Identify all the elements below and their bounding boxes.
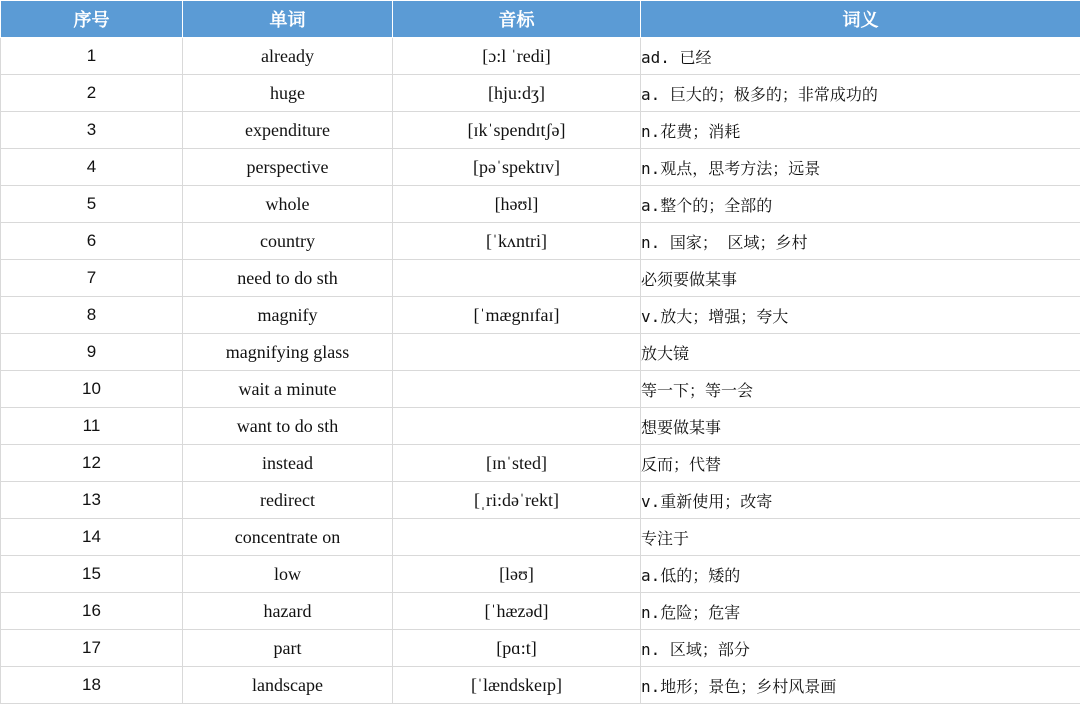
row-number: 4 — [1, 149, 183, 186]
table-row — [1, 371, 1080, 408]
row-phonetic: [ɔ:l ˈredi] — [393, 38, 641, 75]
row-number: 8 — [1, 297, 183, 334]
row-phonetic: [ˈmægnɪfaɪ] — [393, 297, 641, 334]
row-number: 18 — [1, 667, 183, 704]
row-meaning: a.低的；矮的 — [641, 556, 1080, 593]
row-number: 1 — [1, 38, 183, 75]
row-word: hazard — [183, 593, 393, 630]
row-meaning: 专注于 — [641, 519, 1080, 556]
row-number: 2 — [1, 75, 183, 112]
row-meaning: n. 区域；部分 — [641, 630, 1080, 667]
row-meaning: 放大镜 — [641, 334, 1080, 371]
row-meaning: a.整个的；全部的 — [641, 186, 1080, 223]
row-meaning: n.花费；消耗 — [641, 112, 1080, 149]
row-meaning: 反而；代替 — [641, 445, 1080, 482]
row-word: landscape — [183, 667, 393, 704]
row-phonetic: [həʊl] — [393, 186, 641, 223]
row-word: perspective — [183, 149, 393, 186]
row-word: redirect — [183, 482, 393, 519]
row-word: magnify — [183, 297, 393, 334]
row-meaning: 必须要做某事 — [641, 260, 1080, 297]
row-number: 5 — [1, 186, 183, 223]
row-number: 7 — [1, 260, 183, 297]
row-word: instead — [183, 445, 393, 482]
row-number: 17 — [1, 630, 183, 667]
row-number: 16 — [1, 593, 183, 630]
table-row — [1, 593, 1080, 630]
row-phonetic: [pɑ:t] — [393, 630, 641, 667]
row-number: 15 — [1, 556, 183, 593]
header-row — [1, 1, 1080, 38]
table-row — [1, 223, 1080, 260]
table-row — [1, 630, 1080, 667]
row-phonetic: [ˈlændskeɪp] — [393, 667, 641, 704]
row-phonetic: [ləʊ] — [393, 556, 641, 593]
table-row — [1, 297, 1080, 334]
row-phonetic — [393, 371, 641, 408]
row-word: want to do sth — [183, 408, 393, 445]
row-phonetic: [ˌri:dəˈrekt] — [393, 482, 641, 519]
row-meaning: 想要做某事 — [641, 408, 1080, 445]
row-phonetic — [393, 519, 641, 556]
row-number: 11 — [1, 408, 183, 445]
column-header-phonetic: 音标 — [393, 1, 641, 38]
row-word: wait a minute — [183, 371, 393, 408]
row-phonetic — [393, 408, 641, 445]
row-phonetic: [ɪnˈsted] — [393, 445, 641, 482]
row-word: already — [183, 38, 393, 75]
row-meaning: 等一下；等一会 — [641, 371, 1080, 408]
table-row — [1, 75, 1080, 112]
row-word: part — [183, 630, 393, 667]
row-meaning: n.观点，思考方法；远景 — [641, 149, 1080, 186]
row-word: need to do sth — [183, 260, 393, 297]
row-number: 13 — [1, 482, 183, 519]
table-row — [1, 38, 1080, 75]
row-phonetic: [ˈhæzəd] — [393, 593, 641, 630]
table-row — [1, 334, 1080, 371]
row-phonetic: [ɪkˈspendɪtʃə] — [393, 112, 641, 149]
table-row — [1, 149, 1080, 186]
row-word: low — [183, 556, 393, 593]
row-number: 10 — [1, 371, 183, 408]
table-row — [1, 445, 1080, 482]
column-header-word: 单词 — [183, 1, 393, 38]
row-word: magnifying glass — [183, 334, 393, 371]
row-number: 12 — [1, 445, 183, 482]
row-phonetic: [hju:dʒ] — [393, 75, 641, 112]
table-row — [1, 112, 1080, 149]
table-row — [1, 667, 1080, 704]
table-row — [1, 186, 1080, 223]
row-meaning: n. 国家； 区域；乡村 — [641, 223, 1080, 260]
row-meaning: n.危险；危害 — [641, 593, 1080, 630]
row-number: 14 — [1, 519, 183, 556]
row-meaning: v.重新使用；改寄 — [641, 482, 1080, 519]
row-number: 3 — [1, 112, 183, 149]
row-meaning: ad. 已经 — [641, 38, 1080, 75]
table-row — [1, 260, 1080, 297]
row-word: expenditure — [183, 112, 393, 149]
column-header-meaning: 词义 — [641, 1, 1080, 38]
row-meaning: n.地形；景色；乡村风景画 — [641, 667, 1080, 704]
row-phonetic — [393, 334, 641, 371]
column-header-number: 序号 — [1, 1, 183, 38]
row-phonetic: [ˈkʌntri] — [393, 223, 641, 260]
row-number: 6 — [1, 223, 183, 260]
row-word: country — [183, 223, 393, 260]
row-number: 9 — [1, 334, 183, 371]
row-word: whole — [183, 186, 393, 223]
row-word: huge — [183, 75, 393, 112]
row-phonetic: [pəˈspektɪv] — [393, 149, 641, 186]
table-row — [1, 482, 1080, 519]
row-meaning: a. 巨大的；极多的；非常成功的 — [641, 75, 1080, 112]
row-phonetic — [393, 260, 641, 297]
table-row — [1, 408, 1080, 445]
row-meaning: v.放大；增强；夸大 — [641, 297, 1080, 334]
table-row — [1, 519, 1080, 556]
row-word: concentrate on — [183, 519, 393, 556]
table-row — [1, 556, 1080, 593]
